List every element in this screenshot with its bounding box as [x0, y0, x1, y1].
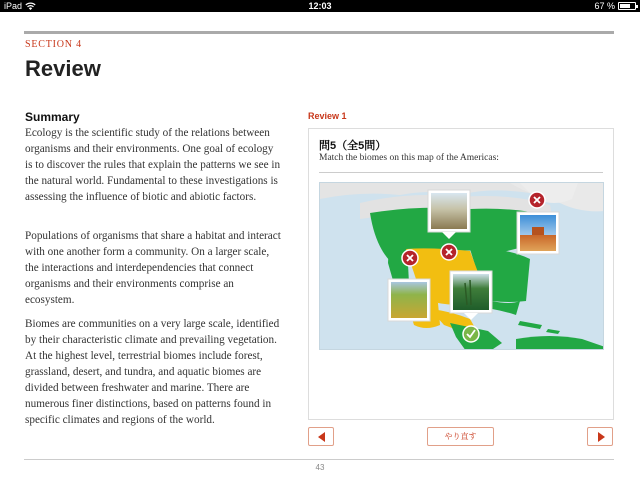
- section-label: SECTION 4: [25, 39, 82, 50]
- device-name: iPad: [4, 1, 23, 11]
- top-rule: [24, 31, 614, 34]
- summary-paragraph: Populations of organisms that share a habitat and interact with one another form a community. On a larger scale, the interactions and interdependencies that connect organisms and their environments comprise an ecosystem.: [25, 230, 281, 306]
- incorrect-marker-icon[interactable]: [441, 244, 457, 260]
- question-divider: [319, 172, 603, 173]
- map-graphic: [320, 183, 604, 350]
- triangle-right-icon: [598, 432, 605, 442]
- status-bar: [0, 0, 640, 12]
- next-button[interactable]: [587, 427, 613, 446]
- page-title: Review: [25, 56, 101, 81]
- redo-button[interactable]: やり直す: [427, 427, 494, 446]
- status-right: [594, 0, 636, 12]
- battery-icon: [618, 2, 636, 10]
- review-label: Review 1: [308, 111, 347, 121]
- clock: 12:03: [308, 1, 332, 11]
- quiz-card: [308, 128, 614, 420]
- summary-paragraph: Ecology is the scientific study of the relations between organisms and their environments. One goal of ecology is to discover the rules that explain the patterns we see in the natural world. Fundamental to these investigations is assessing the influence of biotic and abiotic factors.: [25, 127, 281, 203]
- correct-marker-icon[interactable]: [463, 326, 479, 342]
- triangle-left-icon: [318, 432, 325, 442]
- previous-button[interactable]: [308, 427, 334, 446]
- bottom-rule: [24, 459, 614, 460]
- incorrect-marker-icon[interactable]: [529, 192, 545, 208]
- question-text: Match the biomes on this map of the Americas:: [319, 153, 499, 163]
- summary-paragraph: Biomes are communities on a very large scale, identified by their characteristic climate and prevailing vegetation. At the highest level, terrestrial biomes include forest, grassland, desert, and tundra, and aquatic biomes are divided between freshwater and marine. There are numerous finer distinctions, based on patterns found in specific climates and regions of the world.: [25, 318, 280, 426]
- page-number: 43: [315, 463, 325, 472]
- summary-heading: Summary: [25, 110, 80, 124]
- question-title: 問5（全5問）: [319, 140, 387, 152]
- incorrect-marker-icon[interactable]: [402, 250, 418, 266]
- battery-percent: 67 %: [594, 1, 615, 11]
- americas-biome-map: [319, 182, 604, 350]
